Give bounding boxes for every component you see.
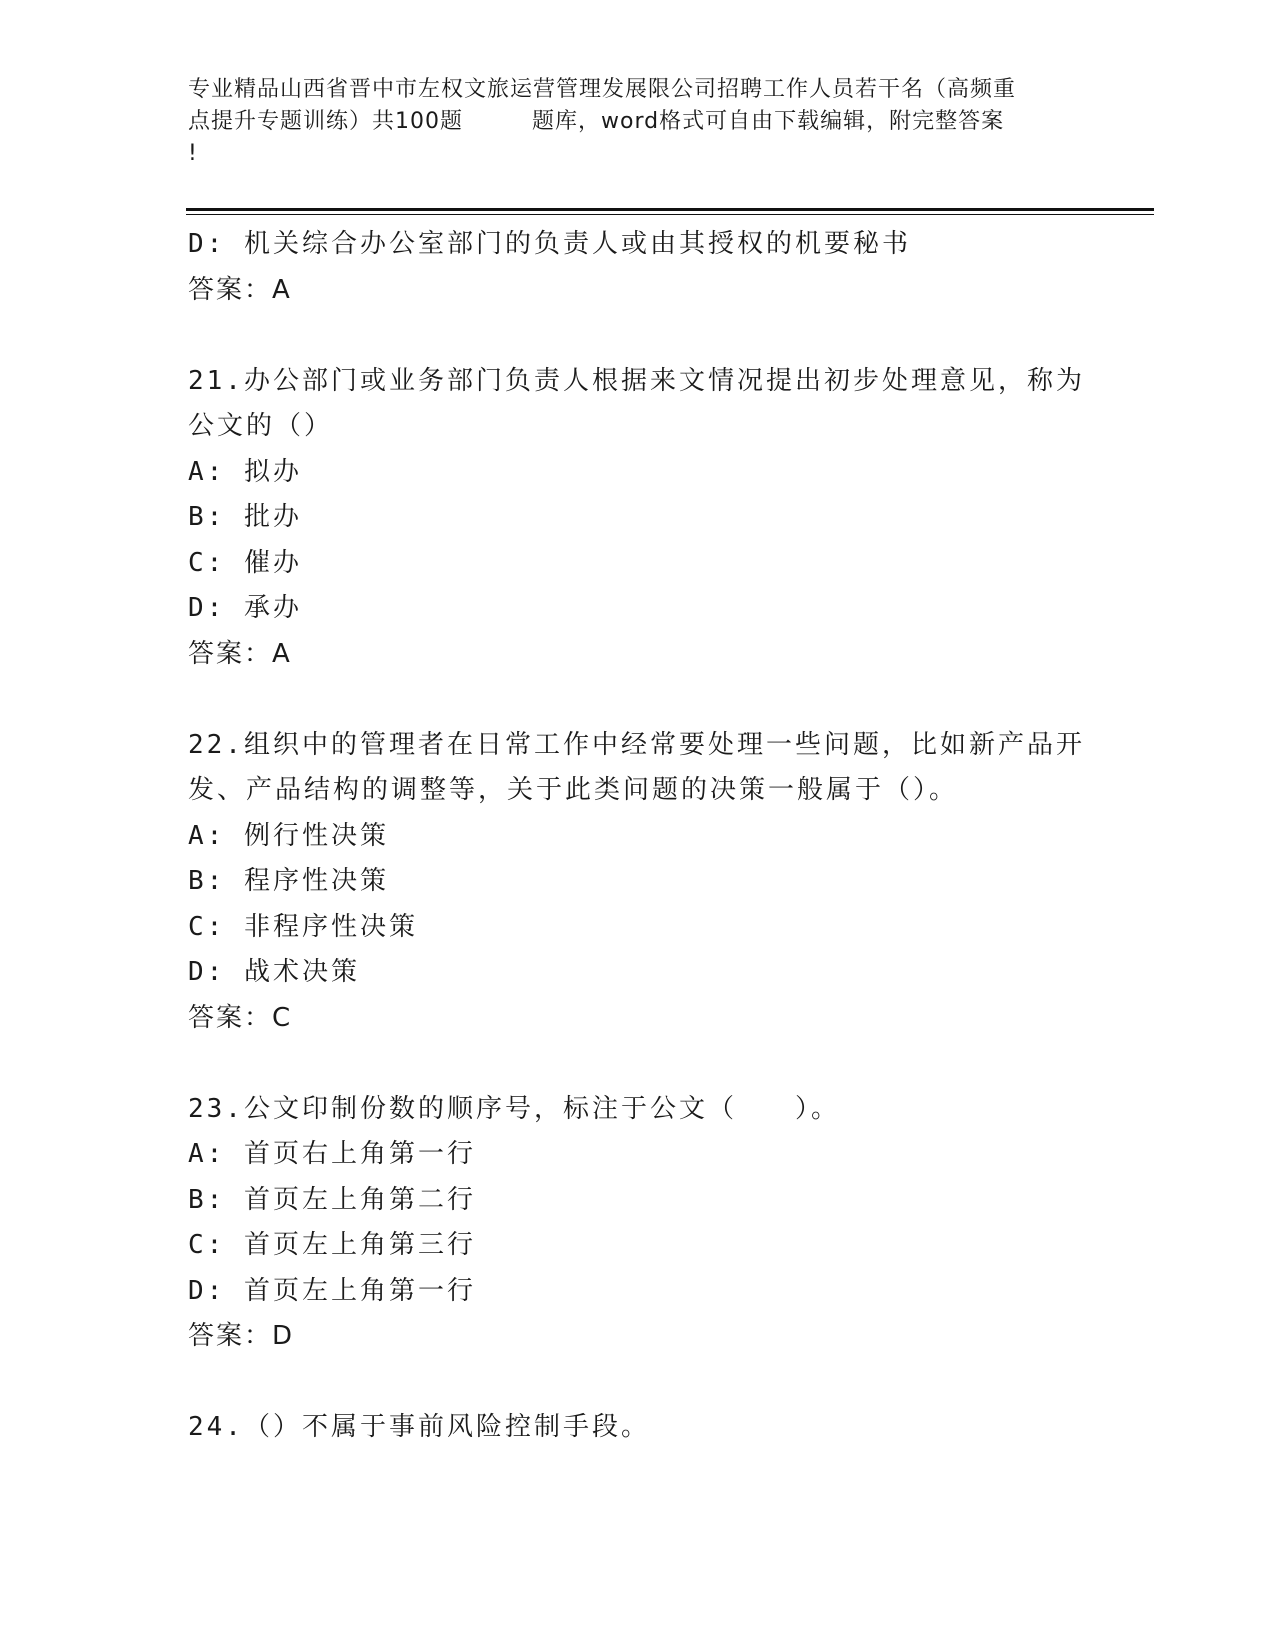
option-a: A: 拟办 [188, 456, 302, 487]
header-line: 点提升专题训练）共100题 题库，word格式可自由下载编辑，附完整答案 [188, 109, 1005, 134]
option-c: C: 催办 [188, 547, 302, 578]
question-stem: 发、产品结构的调整等，关于此类问题的决策一般属于（）。 [188, 775, 959, 805]
option-a: A: 例行性决策 [188, 820, 389, 851]
header-divider [186, 208, 1154, 211]
option-c: C: 首页左上角第三行 [188, 1230, 476, 1260]
option-d: D: 首页左上角第一行 [188, 1275, 476, 1306]
option-b: B: 程序性决策 [188, 866, 389, 896]
question-stem: 24.（）不属于事前风险控制手段。 [188, 1412, 650, 1442]
question-stem: 23.公文印制份数的顺序号，标注于公文（ ）。 [188, 1093, 840, 1124]
option-d: D: 战术决策 [188, 957, 360, 987]
document-body [188, 222, 1088, 1451]
header-divider-thin [186, 214, 1154, 215]
answer: 答案：A [188, 274, 292, 305]
answer: 答案：D [188, 1321, 295, 1351]
answer: 答案：C [188, 1002, 293, 1033]
answer: 答案：A [188, 638, 292, 669]
question-stem: 22.组织中的管理者在日常工作中经常要处理一些问题，比如新产品开 [188, 729, 1085, 760]
question-stem: 公文的（） [188, 411, 334, 441]
header-line: 专业精品山西省晋中市左权文旅运营管理发展限公司招聘工作人员若干名（高频重 [188, 77, 1017, 102]
option-b: B: 批办 [188, 502, 302, 532]
page-header [188, 74, 1088, 170]
option-a: A: 首页右上角第一行 [188, 1139, 476, 1169]
option-b: B: 首页左上角第二行 [188, 1184, 476, 1215]
option-d: D: 承办 [188, 593, 302, 623]
header-line: ! [188, 141, 198, 166]
option-d: D: 机关综合办公室部门的负责人或由其授权的机要秘书 [188, 229, 911, 259]
option-c: C: 非程序性决策 [188, 911, 418, 942]
question-stem: 21.办公部门或业务部门负责人根据来文情况提出初步处理意见，称为 [188, 365, 1085, 396]
